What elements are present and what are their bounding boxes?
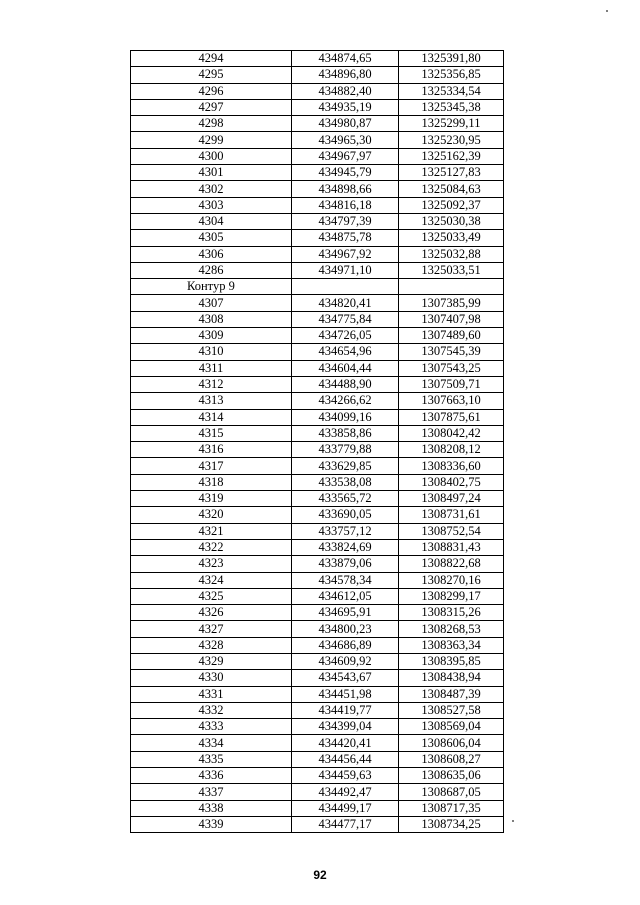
- point-number-cell: 4313: [131, 393, 292, 409]
- point-number-cell: 4322: [131, 539, 292, 555]
- point-number-cell: 4301: [131, 165, 292, 181]
- x-coordinate-cell: 433858,86: [292, 425, 399, 441]
- scan-speck: [512, 820, 514, 822]
- point-number-cell: 4314: [131, 409, 292, 425]
- x-coordinate-cell: 434775,84: [292, 311, 399, 327]
- y-coordinate-cell: 1325345,38: [399, 99, 504, 115]
- table-row: [131, 148, 504, 164]
- x-coordinate-cell: 434980,87: [292, 116, 399, 132]
- point-number-cell: 4295: [131, 67, 292, 83]
- point-number-cell: 4332: [131, 702, 292, 718]
- table-row: [131, 311, 504, 327]
- table-row: [131, 344, 504, 360]
- point-number-cell: 4306: [131, 246, 292, 262]
- x-coordinate-cell: 433690,05: [292, 507, 399, 523]
- table-row: [131, 800, 504, 816]
- x-coordinate-cell: 434419,77: [292, 702, 399, 718]
- y-coordinate-cell: 1308363,34: [399, 637, 504, 653]
- point-number-cell: 4336: [131, 768, 292, 784]
- point-number-cell: 4307: [131, 295, 292, 311]
- table-row: [131, 605, 504, 621]
- table-row: [131, 637, 504, 653]
- point-number-cell: 4303: [131, 197, 292, 213]
- y-coordinate-cell: 1308608,27: [399, 751, 504, 767]
- point-number-cell: 4324: [131, 572, 292, 588]
- point-number-cell: 4316: [131, 442, 292, 458]
- x-coordinate-cell: 433629,85: [292, 458, 399, 474]
- y-coordinate-cell: 1308268,53: [399, 621, 504, 637]
- x-coordinate-cell: 434800,23: [292, 621, 399, 637]
- x-coordinate-cell: 433779,88: [292, 442, 399, 458]
- table-row: [131, 116, 504, 132]
- point-number-cell: 4330: [131, 670, 292, 686]
- table-row: [131, 816, 504, 832]
- x-coordinate-cell: 434420,41: [292, 735, 399, 751]
- point-number-cell: 4312: [131, 376, 292, 392]
- point-number-cell: 4328: [131, 637, 292, 653]
- x-coordinate-cell: 434898,66: [292, 181, 399, 197]
- y-coordinate-cell: 1325162,39: [399, 148, 504, 164]
- x-coordinate-cell: 434459,63: [292, 768, 399, 784]
- y-coordinate-cell: 1325299,11: [399, 116, 504, 132]
- x-coordinate-cell: 434477,17: [292, 816, 399, 832]
- y-coordinate-cell: 1308042,42: [399, 425, 504, 441]
- table-row: [131, 572, 504, 588]
- x-coordinate-cell: 434099,16: [292, 409, 399, 425]
- y-coordinate-cell: 1308569,04: [399, 719, 504, 735]
- section-label: Контур 9: [131, 279, 292, 295]
- table-row: [131, 507, 504, 523]
- x-coordinate-cell: 434451,98: [292, 686, 399, 702]
- x-coordinate-cell: 434882,40: [292, 83, 399, 99]
- point-number-cell: 4329: [131, 653, 292, 669]
- page-number: 92: [313, 868, 327, 882]
- coordinates-table: [130, 50, 504, 833]
- point-number-cell: 4326: [131, 605, 292, 621]
- table-row: [131, 246, 504, 262]
- y-coordinate-cell: 1308270,16: [399, 572, 504, 588]
- y-coordinate-cell: 1325391,80: [399, 51, 504, 67]
- table-row: [131, 735, 504, 751]
- y-coordinate-cell: 1308527,58: [399, 702, 504, 718]
- y-coordinate-cell: 1308438,94: [399, 670, 504, 686]
- x-coordinate-cell: 434816,18: [292, 197, 399, 213]
- x-coordinate-cell: 434695,91: [292, 605, 399, 621]
- table-row: [131, 670, 504, 686]
- table-row: [131, 523, 504, 539]
- point-number-cell: 4298: [131, 116, 292, 132]
- point-number-cell: 4317: [131, 458, 292, 474]
- table-row: [131, 719, 504, 735]
- x-coordinate-cell: 434456,44: [292, 751, 399, 767]
- table-row: [131, 83, 504, 99]
- x-coordinate-cell: 434965,30: [292, 132, 399, 148]
- point-number-cell: 4286: [131, 262, 292, 278]
- point-number-cell: 4334: [131, 735, 292, 751]
- y-coordinate-cell: 1308315,26: [399, 605, 504, 621]
- x-coordinate-cell: 434499,17: [292, 800, 399, 816]
- y-coordinate-cell: 1325033,49: [399, 230, 504, 246]
- x-coordinate-cell: 434654,96: [292, 344, 399, 360]
- point-number-cell: 4309: [131, 328, 292, 344]
- y-coordinate-cell: 1307875,61: [399, 409, 504, 425]
- y-coordinate-cell: 1307545,39: [399, 344, 504, 360]
- x-coordinate-cell: 434935,19: [292, 99, 399, 115]
- table-row: [131, 393, 504, 409]
- table-row: [131, 768, 504, 784]
- point-number-cell: 4337: [131, 784, 292, 800]
- y-coordinate-cell: 1308402,75: [399, 474, 504, 490]
- table-row: [131, 442, 504, 458]
- x-coordinate-cell: 434604,44: [292, 360, 399, 376]
- y-coordinate-cell: 1325230,95: [399, 132, 504, 148]
- table-row: [131, 784, 504, 800]
- y-coordinate-cell: 1308299,17: [399, 588, 504, 604]
- x-coordinate-cell: 434967,97: [292, 148, 399, 164]
- table-row: [131, 328, 504, 344]
- point-number-cell: 4305: [131, 230, 292, 246]
- x-coordinate-cell: 433824,69: [292, 539, 399, 555]
- point-number-cell: 4294: [131, 51, 292, 67]
- y-coordinate-cell: 1308822,68: [399, 556, 504, 572]
- table-row: [131, 409, 504, 425]
- point-number-cell: 4311: [131, 360, 292, 376]
- table-row: [131, 197, 504, 213]
- point-number-cell: 4300: [131, 148, 292, 164]
- x-coordinate-cell: 434971,10: [292, 262, 399, 278]
- table-row: [131, 213, 504, 229]
- y-coordinate-cell: 1308336,60: [399, 458, 504, 474]
- x-coordinate-cell: 434896,80: [292, 67, 399, 83]
- y-coordinate-cell: 1325127,83: [399, 165, 504, 181]
- x-coordinate-cell: 434488,90: [292, 376, 399, 392]
- table-row: [131, 181, 504, 197]
- point-number-cell: 4320: [131, 507, 292, 523]
- table-row: [131, 539, 504, 555]
- table-row: [131, 230, 504, 246]
- point-number-cell: 4325: [131, 588, 292, 604]
- x-coordinate-cell: 434543,67: [292, 670, 399, 686]
- table-row: [131, 686, 504, 702]
- point-number-cell: 4302: [131, 181, 292, 197]
- point-number-cell: 4327: [131, 621, 292, 637]
- y-coordinate-cell: 1325334,54: [399, 83, 504, 99]
- table-row: [131, 621, 504, 637]
- point-number-cell: 4335: [131, 751, 292, 767]
- coordinates-table-wrapper: [130, 50, 503, 833]
- x-coordinate-cell: 434967,92: [292, 246, 399, 262]
- y-coordinate-cell: 1308831,43: [399, 539, 504, 555]
- point-number-cell: 4323: [131, 556, 292, 572]
- y-coordinate-cell: 1308717,35: [399, 800, 504, 816]
- table-row: [131, 751, 504, 767]
- table-row: [131, 474, 504, 490]
- y-coordinate-cell: 1307663,10: [399, 393, 504, 409]
- y-coordinate-cell: 1308734,25: [399, 816, 504, 832]
- point-number-cell: 4310: [131, 344, 292, 360]
- scan-speck: [606, 10, 608, 12]
- x-coordinate-cell: 434612,05: [292, 588, 399, 604]
- table-row: [131, 262, 504, 278]
- point-number-cell: 4299: [131, 132, 292, 148]
- x-coordinate-cell: 434492,47: [292, 784, 399, 800]
- table-row: [131, 295, 504, 311]
- x-coordinate-cell: 434875,78: [292, 230, 399, 246]
- section-header-row: [131, 279, 504, 295]
- table-row: [131, 132, 504, 148]
- x-coordinate-cell: 434726,05: [292, 328, 399, 344]
- x-coordinate-cell: 434820,41: [292, 295, 399, 311]
- y-coordinate-cell: 1308395,85: [399, 653, 504, 669]
- x-coordinate-cell: 434797,39: [292, 213, 399, 229]
- empty-cell: [399, 279, 504, 295]
- point-number-cell: 4308: [131, 311, 292, 327]
- table-row: [131, 556, 504, 572]
- x-coordinate-cell: 433538,08: [292, 474, 399, 490]
- y-coordinate-cell: 1307385,99: [399, 295, 504, 311]
- point-number-cell: 4304: [131, 213, 292, 229]
- x-coordinate-cell: 434266,62: [292, 393, 399, 409]
- point-number-cell: 4319: [131, 491, 292, 507]
- table-row: [131, 99, 504, 115]
- y-coordinate-cell: 1325033,51: [399, 262, 504, 278]
- x-coordinate-cell: 434578,34: [292, 572, 399, 588]
- point-number-cell: 4315: [131, 425, 292, 441]
- point-number-cell: 4318: [131, 474, 292, 490]
- y-coordinate-cell: 1325030,38: [399, 213, 504, 229]
- y-coordinate-cell: 1325084,63: [399, 181, 504, 197]
- y-coordinate-cell: 1308752,54: [399, 523, 504, 539]
- table-row: [131, 51, 504, 67]
- table-row: [131, 653, 504, 669]
- table-row: [131, 491, 504, 507]
- y-coordinate-cell: 1325032,88: [399, 246, 504, 262]
- y-coordinate-cell: 1307489,60: [399, 328, 504, 344]
- y-coordinate-cell: 1308687,05: [399, 784, 504, 800]
- x-coordinate-cell: 433565,72: [292, 491, 399, 507]
- empty-cell: [292, 279, 399, 295]
- y-coordinate-cell: 1307509,71: [399, 376, 504, 392]
- y-coordinate-cell: 1308635,06: [399, 768, 504, 784]
- x-coordinate-cell: 434686,89: [292, 637, 399, 653]
- coordinates-table-body: [131, 51, 504, 833]
- y-coordinate-cell: 1307407,98: [399, 311, 504, 327]
- y-coordinate-cell: 1308487,39: [399, 686, 504, 702]
- table-row: [131, 458, 504, 474]
- table-row: [131, 165, 504, 181]
- y-coordinate-cell: 1308497,24: [399, 491, 504, 507]
- x-coordinate-cell: 434609,92: [292, 653, 399, 669]
- point-number-cell: 4339: [131, 816, 292, 832]
- x-coordinate-cell: 433757,12: [292, 523, 399, 539]
- table-row: [131, 360, 504, 376]
- point-number-cell: 4331: [131, 686, 292, 702]
- y-coordinate-cell: 1308606,04: [399, 735, 504, 751]
- x-coordinate-cell: 433879,06: [292, 556, 399, 572]
- x-coordinate-cell: 434945,79: [292, 165, 399, 181]
- y-coordinate-cell: 1308208,12: [399, 442, 504, 458]
- point-number-cell: 4297: [131, 99, 292, 115]
- point-number-cell: 4321: [131, 523, 292, 539]
- x-coordinate-cell: 434874,65: [292, 51, 399, 67]
- y-coordinate-cell: 1308731,61: [399, 507, 504, 523]
- point-number-cell: 4296: [131, 83, 292, 99]
- point-number-cell: 4338: [131, 800, 292, 816]
- table-row: [131, 67, 504, 83]
- table-row: [131, 425, 504, 441]
- y-coordinate-cell: 1307543,25: [399, 360, 504, 376]
- point-number-cell: 4333: [131, 719, 292, 735]
- table-row: [131, 588, 504, 604]
- table-row: [131, 376, 504, 392]
- y-coordinate-cell: 1325092,37: [399, 197, 504, 213]
- y-coordinate-cell: 1325356,85: [399, 67, 504, 83]
- table-row: [131, 702, 504, 718]
- x-coordinate-cell: 434399,04: [292, 719, 399, 735]
